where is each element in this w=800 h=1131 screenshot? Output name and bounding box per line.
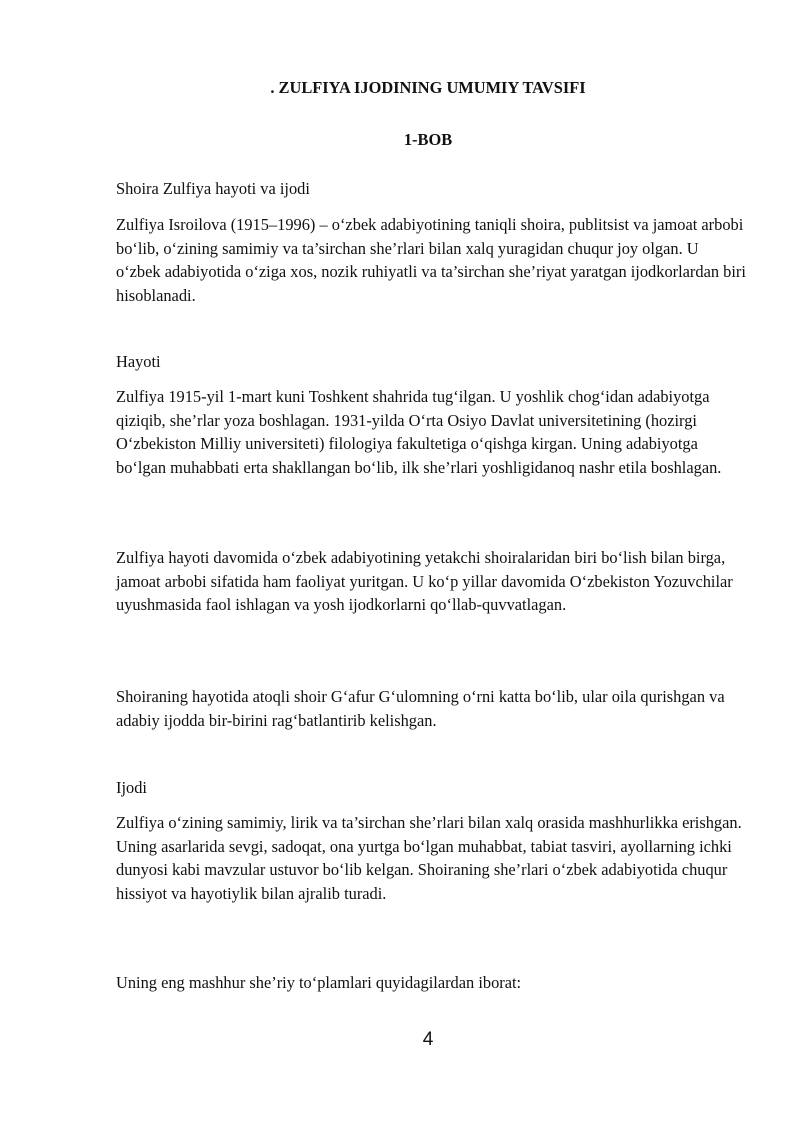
chapter-number: 1-BOB bbox=[403, 130, 453, 149]
chapter-title: . ZULFIYA IJODINING UMUMIY TAVSIFI bbox=[270, 78, 586, 97]
hayoti-paragraph-2: Zulfiya hayoti davomida o‘zbek adabiyotining yetakchi shoiralaridan biri bo‘lish bilan birga, jamoat arbobi sifatida ham faoliyat yuritgan. U ko‘p yillar davomida O‘zbekiston Yozuvchilar uyushmasida faol ishlagan va yosh ijodkorlarni qo‘llab-quvvatlagan. bbox=[116, 548, 733, 614]
ijodi-paragraph-2: Uning eng mashhur she’riy to‘plamlari quyidagilardan iborat: bbox=[116, 973, 522, 992]
page-number: 4 bbox=[422, 1029, 434, 1050]
section-title: Shoira Zulfiya hayoti va ijodi bbox=[116, 179, 310, 198]
hayoti-paragraph-1: Zulfiya 1915-yil 1-mart kuni Toshkent shahrida tug‘ilgan. U yoshlik chog‘idan adabiyotga qiziqib, she’rlar yoza boshlagan. 1931-yilda O‘rta Osiyo Davlat universitetining (hozirgi O‘zbekiston Milliy universiteti) filologiya fakultetiga o‘qishga kirgan. Uning adabiyotga bo‘lgan muhabbati erta shakllangan bo‘lib, ilk she’rlari yoshligidanoq nashr etila boshlagan. bbox=[116, 387, 722, 477]
ijodi-heading: Ijodi bbox=[116, 778, 147, 797]
hayoti-heading: Hayoti bbox=[116, 352, 161, 371]
hayoti-paragraph-3: Shoiraning hayotida atoqli shoir G‘afur G‘ulomning o‘rni katta bo‘lib, ular oila qurishgan va adabiy ijodda bir-birini rag‘batlantirib kelishgan. bbox=[116, 687, 725, 730]
intro-paragraph: Zulfiya Isroilova (1915–1996) – o‘zbek adabiyotining taniqli shoira, publitsist va jamoat arbobi bo‘lib, o‘zining samimiy va ta’sirchan she’rlari bilan xalq yuragidan chuqur joy olgan. U o‘zbek adabiyotida o‘ziga xos, nozik ruhiyatli va ta’sirchan she’riyat yaratgan ijodkorlardan biri hisoblanadi. bbox=[116, 215, 746, 305]
ijodi-paragraph-1: Zulfiya o‘zining samimiy, lirik va ta’sirchan she’rlari bilan xalq orasida mashhurlikka erishgan. Uning asarlarida sevgi, sadoqat, ona yurtga bo‘lgan muhabbat, tabiat tasviri, ayollarning ichki dunyosi kabi mavzular ustuvor bo‘lib kelgan. Shoiraning she’rlari o‘zbek adabiyotida chuqur hissiyot va hayotiylik bilan ajralib turadi. bbox=[116, 813, 742, 903]
